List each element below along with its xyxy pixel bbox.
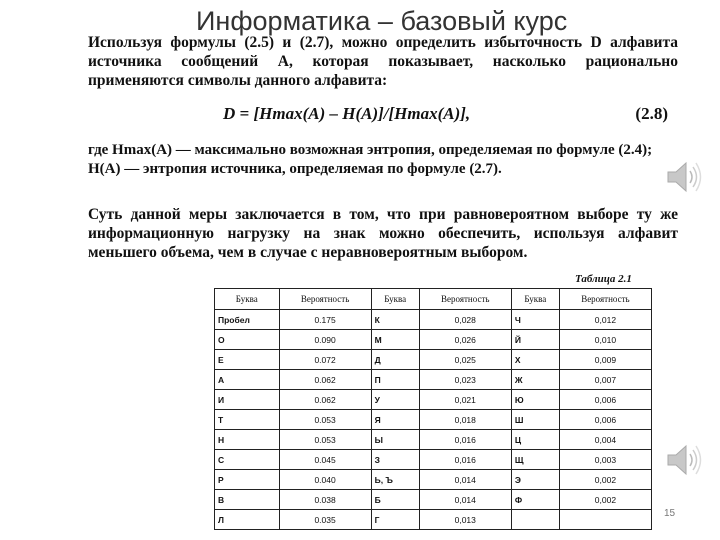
letter-cell: Д bbox=[371, 350, 419, 370]
letter-cell: М bbox=[371, 330, 419, 350]
letter-cell: С bbox=[215, 450, 280, 470]
slide-title: Информатика – базовый курс bbox=[196, 6, 568, 36]
letter-cell: Х bbox=[511, 350, 559, 370]
probability-cell: 0.053 bbox=[279, 430, 371, 450]
probability-cell: 0,002 bbox=[559, 470, 651, 490]
table-header-cell: Вероятность bbox=[279, 289, 371, 310]
probability-cell: 0,009 bbox=[559, 350, 651, 370]
table-row bbox=[215, 490, 652, 510]
probability-cell: 0.040 bbox=[279, 470, 371, 490]
paragraph-measure-essence: Суть данной меры заключается в том, что при равновероятном выборе ту же информационную нагрузку на знак можно обеспечить, используя алфавит меньшего объема, чем в случае с неравновероятным выбором. bbox=[88, 206, 678, 261]
table-caption: Таблица 2.1 bbox=[575, 273, 632, 285]
letter-cell: О bbox=[215, 330, 280, 350]
table-header-cell: Буква bbox=[371, 289, 419, 310]
letter-cell: Ж bbox=[511, 370, 559, 390]
probability-cell: 0.175 bbox=[279, 310, 371, 330]
probability-cell: 0,004 bbox=[559, 430, 651, 450]
probability-cell: 0.090 bbox=[279, 330, 371, 350]
table-row bbox=[215, 430, 652, 450]
table-row bbox=[215, 350, 652, 370]
letter-cell: Е bbox=[215, 350, 280, 370]
table-header-cell: Буква bbox=[215, 289, 280, 310]
letter-cell: Э bbox=[511, 470, 559, 490]
letter-cell: Ы bbox=[371, 430, 419, 450]
letter-cell: Т bbox=[215, 410, 280, 430]
probability-cell: 0,002 bbox=[559, 490, 651, 510]
letter-cell: Пробел bbox=[215, 310, 280, 330]
formula-row bbox=[88, 104, 668, 128]
definition-hmax: где Hmax(A) — максимально возможная энтропия, определяемая по формуле (2.4); bbox=[88, 142, 653, 158]
probability-cell: 0.072 bbox=[279, 350, 371, 370]
letter-cell: Щ bbox=[511, 450, 559, 470]
letter-cell bbox=[511, 510, 559, 530]
formula-redundancy: D = [Hmax(A) – H(A)]/[Hmax(A)], bbox=[223, 104, 471, 123]
letter-cell: К bbox=[371, 310, 419, 330]
letter-cell: У bbox=[371, 390, 419, 410]
probability-cell: 0.062 bbox=[279, 370, 371, 390]
probability-cell: 0,014 bbox=[419, 470, 511, 490]
probability-cell: 0,003 bbox=[559, 450, 651, 470]
letter-cell: З bbox=[371, 450, 419, 470]
letter-probability-table bbox=[214, 288, 652, 530]
letter-cell: В bbox=[215, 490, 280, 510]
table-row bbox=[215, 310, 652, 330]
table-row bbox=[215, 370, 652, 390]
probability-cell: 0,026 bbox=[419, 330, 511, 350]
letter-cell: Ш bbox=[511, 410, 559, 430]
letter-cell: И bbox=[215, 390, 280, 410]
formula-number: (2.8) bbox=[635, 104, 668, 123]
paragraph-redundancy-intro: Используя формулы (2.5) и (2.7), можно определить избыточность D алфавита источника сообщений А, которая показывает, насколько рационально применяются символы данного алфавита: bbox=[88, 34, 678, 89]
probability-cell: 0,006 bbox=[559, 410, 651, 430]
letter-cell: Г bbox=[371, 510, 419, 530]
table-header-cell: Вероятность bbox=[419, 289, 511, 310]
table-row bbox=[215, 330, 652, 350]
letter-cell: П bbox=[371, 370, 419, 390]
probability-cell: 0,018 bbox=[419, 410, 511, 430]
probability-cell: 0,028 bbox=[419, 310, 511, 330]
speaker-icon[interactable] bbox=[664, 157, 704, 197]
probability-cell: 0,016 bbox=[419, 430, 511, 450]
table-row bbox=[215, 510, 652, 530]
probability-cell: 0.038 bbox=[279, 490, 371, 510]
letter-cell: Р bbox=[215, 470, 280, 490]
table-row bbox=[215, 410, 652, 430]
probability-cell: 0.062 bbox=[279, 390, 371, 410]
probability-cell: 0,006 bbox=[559, 390, 651, 410]
table-header-cell: Буква bbox=[511, 289, 559, 310]
probability-cell: 0.045 bbox=[279, 450, 371, 470]
table-header-row bbox=[215, 289, 652, 310]
probability-cell: 0.053 bbox=[279, 410, 371, 430]
page-number: 15 bbox=[664, 508, 676, 519]
table-row bbox=[215, 390, 652, 410]
probability-cell: 0,025 bbox=[419, 350, 511, 370]
letter-cell: Ю bbox=[511, 390, 559, 410]
probability-cell: 0,007 bbox=[559, 370, 651, 390]
letter-cell: Ц bbox=[511, 430, 559, 450]
table-header-cell: Вероятность bbox=[559, 289, 651, 310]
letter-cell: Я bbox=[371, 410, 419, 430]
speaker-icon[interactable] bbox=[664, 440, 704, 480]
letter-cell: Н bbox=[215, 430, 280, 450]
probability-cell: 0,010 bbox=[559, 330, 651, 350]
definition-h: H(A) — энтропия источника, определяемая по формуле (2.7). bbox=[88, 161, 502, 177]
probability-cell: 0,013 bbox=[419, 510, 511, 530]
letter-cell: Й bbox=[511, 330, 559, 350]
probability-cell: 0,014 bbox=[419, 490, 511, 510]
probability-cell: 0,012 bbox=[559, 310, 651, 330]
probability-cell: 0,023 bbox=[419, 370, 511, 390]
letter-cell: Ч bbox=[511, 310, 559, 330]
probability-cell: 0,016 bbox=[419, 450, 511, 470]
paragraph-definitions bbox=[88, 141, 678, 179]
letter-cell: Ф bbox=[511, 490, 559, 510]
probability-cell: 0.035 bbox=[279, 510, 371, 530]
table-row bbox=[215, 470, 652, 490]
probability-cell bbox=[559, 510, 651, 530]
probability-cell: 0,021 bbox=[419, 390, 511, 410]
table-row bbox=[215, 450, 652, 470]
letter-cell: А bbox=[215, 370, 280, 390]
letter-cell: Б bbox=[371, 490, 419, 510]
letter-cell: Ь, Ъ bbox=[371, 470, 419, 490]
letter-cell: Л bbox=[215, 510, 280, 530]
